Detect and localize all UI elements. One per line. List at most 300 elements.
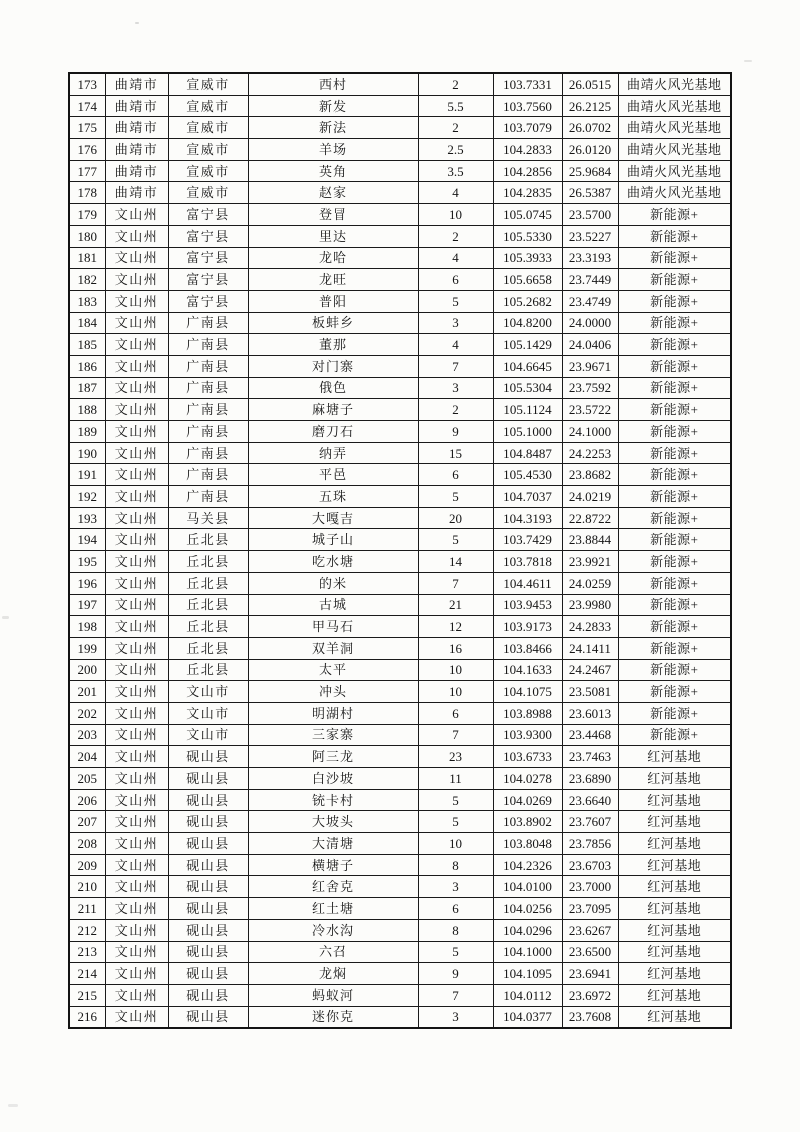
cell-county: 富宁县 [168, 225, 248, 247]
cell-county: 广南县 [168, 355, 248, 377]
cell-prefecture: 文山州 [105, 551, 168, 573]
cell-no: 202 [69, 702, 105, 724]
cell-longitude: 103.7079 [493, 117, 562, 139]
cell-no: 214 [69, 963, 105, 985]
cell-site: 西村 [248, 73, 418, 95]
cell-capacity: 5 [418, 529, 493, 551]
table-row [69, 746, 731, 768]
cell-longitude: 104.1000 [493, 941, 562, 963]
cell-capacity: 6 [418, 898, 493, 920]
cell-site: 对门寨 [248, 355, 418, 377]
cell-latitude: 23.3193 [562, 247, 618, 269]
cell-capacity: 21 [418, 594, 493, 616]
cell-no: 208 [69, 833, 105, 855]
cell-latitude: 23.6972 [562, 984, 618, 1006]
table-row [69, 247, 731, 269]
cell-site: 普阳 [248, 290, 418, 312]
cell-no: 184 [69, 312, 105, 334]
cell-latitude: 24.0406 [562, 334, 618, 356]
cell-base: 曲靖火风光基地 [618, 139, 731, 161]
table-row [69, 789, 731, 811]
cell-no: 185 [69, 334, 105, 356]
cell-site: 大清塘 [248, 833, 418, 855]
table-row [69, 898, 731, 920]
cell-county: 富宁县 [168, 247, 248, 269]
cell-capacity: 7 [418, 724, 493, 746]
cell-prefecture: 文山州 [105, 898, 168, 920]
cell-base: 曲靖火风光基地 [618, 73, 731, 95]
cell-latitude: 23.7463 [562, 746, 618, 768]
cell-base: 新能源+ [618, 724, 731, 746]
cell-longitude: 105.5304 [493, 377, 562, 399]
table-row [69, 637, 731, 659]
cell-site: 横塘子 [248, 854, 418, 876]
cell-capacity: 2.5 [418, 139, 493, 161]
cell-longitude: 105.5330 [493, 225, 562, 247]
cell-capacity: 5.5 [418, 95, 493, 117]
cell-site: 城子山 [248, 529, 418, 551]
cell-no: 203 [69, 724, 105, 746]
cell-site: 板蚌乡 [248, 312, 418, 334]
cell-county: 砚山县 [168, 768, 248, 790]
cell-county: 文山市 [168, 702, 248, 724]
cell-latitude: 24.2253 [562, 442, 618, 464]
cell-site: 麻塘子 [248, 399, 418, 421]
cell-prefecture: 文山州 [105, 876, 168, 898]
table-row [69, 507, 731, 529]
cell-latitude: 23.4749 [562, 290, 618, 312]
cell-prefecture: 文山州 [105, 768, 168, 790]
cell-capacity: 12 [418, 616, 493, 638]
cell-base: 新能源+ [618, 442, 731, 464]
cell-site: 双羊洞 [248, 637, 418, 659]
cell-no: 190 [69, 442, 105, 464]
cell-base: 红河基地 [618, 768, 731, 790]
cell-longitude: 105.3933 [493, 247, 562, 269]
cell-longitude: 103.8048 [493, 833, 562, 855]
cell-longitude: 104.0296 [493, 919, 562, 941]
cell-base: 曲靖火风光基地 [618, 117, 731, 139]
cell-site: 铳卡村 [248, 789, 418, 811]
cell-base: 新能源+ [618, 572, 731, 594]
cell-prefecture: 文山州 [105, 702, 168, 724]
cell-prefecture: 曲靖市 [105, 139, 168, 161]
cell-latitude: 24.0259 [562, 572, 618, 594]
cell-site: 太平 [248, 659, 418, 681]
cell-base: 红河基地 [618, 919, 731, 941]
cell-county: 广南县 [168, 464, 248, 486]
cell-capacity: 5 [418, 290, 493, 312]
cell-capacity: 4 [418, 182, 493, 204]
cell-latitude: 23.5700 [562, 204, 618, 226]
cell-site: 甲马石 [248, 616, 418, 638]
table-row [69, 355, 731, 377]
cell-base: 新能源+ [618, 594, 731, 616]
scan-artifact [8, 1104, 18, 1107]
cell-latitude: 23.9921 [562, 551, 618, 573]
table-row [69, 768, 731, 790]
cell-capacity: 20 [418, 507, 493, 529]
cell-longitude: 103.8466 [493, 637, 562, 659]
table-row [69, 551, 731, 573]
cell-site: 三家寨 [248, 724, 418, 746]
cell-base: 新能源+ [618, 377, 731, 399]
cell-county: 富宁县 [168, 269, 248, 291]
cell-latitude: 24.2467 [562, 659, 618, 681]
cell-capacity: 4 [418, 247, 493, 269]
cell-base: 新能源+ [618, 637, 731, 659]
cell-site: 白沙坡 [248, 768, 418, 790]
cell-longitude: 104.2833 [493, 139, 562, 161]
cell-site: 纳弄 [248, 442, 418, 464]
table-row [69, 139, 731, 161]
cell-capacity: 10 [418, 681, 493, 703]
cell-longitude: 103.8988 [493, 702, 562, 724]
cell-capacity: 16 [418, 637, 493, 659]
site-table-body [69, 73, 731, 1028]
cell-latitude: 24.0219 [562, 486, 618, 508]
cell-longitude: 104.1095 [493, 963, 562, 985]
cell-latitude: 22.8722 [562, 507, 618, 529]
cell-base: 红河基地 [618, 1006, 731, 1028]
cell-county: 砚山县 [168, 833, 248, 855]
cell-latitude: 23.7608 [562, 1006, 618, 1028]
cell-capacity: 23 [418, 746, 493, 768]
cell-longitude: 104.2326 [493, 854, 562, 876]
cell-county: 砚山县 [168, 1006, 248, 1028]
cell-longitude: 104.8200 [493, 312, 562, 334]
table-row [69, 269, 731, 291]
table-row [69, 681, 731, 703]
cell-prefecture: 文山州 [105, 637, 168, 659]
scan-artifact [135, 22, 139, 24]
cell-no: 181 [69, 247, 105, 269]
cell-longitude: 103.7331 [493, 73, 562, 95]
cell-longitude: 104.0377 [493, 1006, 562, 1028]
scan-artifact [744, 60, 752, 62]
cell-capacity: 15 [418, 442, 493, 464]
cell-no: 178 [69, 182, 105, 204]
cell-latitude: 23.7095 [562, 898, 618, 920]
cell-site: 平邑 [248, 464, 418, 486]
cell-latitude: 23.6013 [562, 702, 618, 724]
table-row [69, 182, 731, 204]
cell-county: 宣威市 [168, 95, 248, 117]
cell-prefecture: 文山州 [105, 919, 168, 941]
cell-county: 砚山县 [168, 963, 248, 985]
cell-county: 丘北县 [168, 637, 248, 659]
cell-site: 大坡头 [248, 811, 418, 833]
cell-no: 199 [69, 637, 105, 659]
cell-longitude: 104.0256 [493, 898, 562, 920]
cell-site: 磨刀石 [248, 421, 418, 443]
cell-longitude: 104.2835 [493, 182, 562, 204]
cell-no: 211 [69, 898, 105, 920]
cell-longitude: 103.7818 [493, 551, 562, 573]
cell-no: 186 [69, 355, 105, 377]
cell-county: 富宁县 [168, 204, 248, 226]
cell-latitude: 23.7449 [562, 269, 618, 291]
cell-no: 189 [69, 421, 105, 443]
cell-capacity: 10 [418, 833, 493, 855]
cell-prefecture: 文山州 [105, 355, 168, 377]
cell-prefecture: 文山州 [105, 1006, 168, 1028]
scan-artifact [2, 616, 9, 619]
cell-no: 195 [69, 551, 105, 573]
cell-capacity: 2 [418, 73, 493, 95]
table-row [69, 724, 731, 746]
cell-site: 迷你克 [248, 1006, 418, 1028]
cell-county: 丘北县 [168, 529, 248, 551]
cell-no: 212 [69, 919, 105, 941]
cell-longitude: 104.7037 [493, 486, 562, 508]
cell-base: 新能源+ [618, 702, 731, 724]
cell-capacity: 2 [418, 225, 493, 247]
cell-longitude: 104.4611 [493, 572, 562, 594]
table-row [69, 486, 731, 508]
cell-no: 182 [69, 269, 105, 291]
cell-base: 红河基地 [618, 876, 731, 898]
cell-no: 206 [69, 789, 105, 811]
cell-longitude: 104.1633 [493, 659, 562, 681]
cell-longitude: 105.6658 [493, 269, 562, 291]
cell-latitude: 25.9684 [562, 160, 618, 182]
table-row [69, 1006, 731, 1028]
cell-prefecture: 文山州 [105, 789, 168, 811]
cell-base: 新能源+ [618, 355, 731, 377]
cell-site: 里达 [248, 225, 418, 247]
table-row [69, 334, 731, 356]
cell-latitude: 23.6941 [562, 963, 618, 985]
cell-no: 197 [69, 594, 105, 616]
cell-base: 新能源+ [618, 464, 731, 486]
cell-prefecture: 文山州 [105, 941, 168, 963]
cell-site: 龙焖 [248, 963, 418, 985]
cell-county: 文山市 [168, 681, 248, 703]
cell-no: 201 [69, 681, 105, 703]
table-row [69, 529, 731, 551]
cell-capacity: 5 [418, 789, 493, 811]
cell-latitude: 24.0000 [562, 312, 618, 334]
table-row [69, 73, 731, 95]
cell-latitude: 23.5081 [562, 681, 618, 703]
cell-capacity: 10 [418, 204, 493, 226]
table-row [69, 659, 731, 681]
cell-site: 英角 [248, 160, 418, 182]
cell-capacity: 8 [418, 854, 493, 876]
cell-capacity: 3 [418, 876, 493, 898]
cell-latitude: 24.1000 [562, 421, 618, 443]
cell-base: 红河基地 [618, 811, 731, 833]
cell-county: 宣威市 [168, 73, 248, 95]
cell-base: 红河基地 [618, 854, 731, 876]
cell-no: 207 [69, 811, 105, 833]
cell-prefecture: 文山州 [105, 681, 168, 703]
cell-capacity: 3 [418, 377, 493, 399]
cell-capacity: 10 [418, 659, 493, 681]
table-row [69, 312, 731, 334]
site-table [68, 72, 732, 1029]
cell-county: 广南县 [168, 312, 248, 334]
cell-base: 新能源+ [618, 247, 731, 269]
cell-latitude: 26.0702 [562, 117, 618, 139]
cell-base: 红河基地 [618, 941, 731, 963]
cell-base: 曲靖火风光基地 [618, 160, 731, 182]
cell-latitude: 23.4468 [562, 724, 618, 746]
cell-prefecture: 文山州 [105, 442, 168, 464]
cell-capacity: 6 [418, 269, 493, 291]
cell-prefecture: 曲靖市 [105, 160, 168, 182]
cell-prefecture: 文山州 [105, 225, 168, 247]
cell-prefecture: 文山州 [105, 204, 168, 226]
cell-capacity: 7 [418, 572, 493, 594]
cell-capacity: 11 [418, 768, 493, 790]
cell-base: 新能源+ [618, 551, 731, 573]
cell-longitude: 104.1075 [493, 681, 562, 703]
cell-county: 丘北县 [168, 659, 248, 681]
cell-capacity: 2 [418, 399, 493, 421]
cell-no: 191 [69, 464, 105, 486]
cell-prefecture: 文山州 [105, 529, 168, 551]
cell-base: 新能源+ [618, 225, 731, 247]
cell-capacity: 9 [418, 963, 493, 985]
cell-capacity: 6 [418, 464, 493, 486]
cell-latitude: 23.7856 [562, 833, 618, 855]
cell-no: 205 [69, 768, 105, 790]
cell-county: 砚山县 [168, 941, 248, 963]
cell-latitude: 26.2125 [562, 95, 618, 117]
cell-site: 的米 [248, 572, 418, 594]
cell-longitude: 104.0100 [493, 876, 562, 898]
cell-longitude: 104.0278 [493, 768, 562, 790]
table-row [69, 876, 731, 898]
cell-prefecture: 文山州 [105, 854, 168, 876]
cell-capacity: 5 [418, 811, 493, 833]
cell-base: 新能源+ [618, 399, 731, 421]
cell-base: 红河基地 [618, 898, 731, 920]
cell-latitude: 23.6890 [562, 768, 618, 790]
cell-base: 红河基地 [618, 984, 731, 1006]
cell-site: 龙旺 [248, 269, 418, 291]
cell-no: 196 [69, 572, 105, 594]
cell-capacity: 5 [418, 486, 493, 508]
cell-base: 新能源+ [618, 312, 731, 334]
cell-no: 192 [69, 486, 105, 508]
cell-county: 宣威市 [168, 160, 248, 182]
cell-no: 188 [69, 399, 105, 421]
cell-site: 吃水塘 [248, 551, 418, 573]
cell-capacity: 4 [418, 334, 493, 356]
table-row [69, 919, 731, 941]
cell-no: 213 [69, 941, 105, 963]
table-row [69, 421, 731, 443]
cell-base: 新能源+ [618, 681, 731, 703]
cell-longitude: 103.9453 [493, 594, 562, 616]
cell-no: 198 [69, 616, 105, 638]
cell-prefecture: 文山州 [105, 572, 168, 594]
cell-prefecture: 文山州 [105, 334, 168, 356]
cell-no: 193 [69, 507, 105, 529]
table-row [69, 464, 731, 486]
table-row [69, 854, 731, 876]
cell-site: 冲头 [248, 681, 418, 703]
table-row [69, 290, 731, 312]
table-row [69, 95, 731, 117]
cell-capacity: 7 [418, 984, 493, 1006]
cell-capacity: 8 [418, 919, 493, 941]
cell-no: 215 [69, 984, 105, 1006]
cell-no: 204 [69, 746, 105, 768]
table-row [69, 616, 731, 638]
table-row [69, 594, 731, 616]
cell-capacity: 5 [418, 941, 493, 963]
cell-no: 174 [69, 95, 105, 117]
cell-county: 广南县 [168, 421, 248, 443]
cell-site: 冷水沟 [248, 919, 418, 941]
cell-latitude: 26.0515 [562, 73, 618, 95]
table-row [69, 572, 731, 594]
cell-prefecture: 文山州 [105, 399, 168, 421]
cell-longitude: 104.8487 [493, 442, 562, 464]
cell-county: 广南县 [168, 399, 248, 421]
table-row [69, 941, 731, 963]
cell-longitude: 104.3193 [493, 507, 562, 529]
cell-longitude: 103.7429 [493, 529, 562, 551]
cell-latitude: 23.5227 [562, 225, 618, 247]
cell-capacity: 3.5 [418, 160, 493, 182]
cell-county: 宣威市 [168, 182, 248, 204]
cell-no: 176 [69, 139, 105, 161]
cell-longitude: 103.9300 [493, 724, 562, 746]
table-row [69, 984, 731, 1006]
cell-county: 文山市 [168, 724, 248, 746]
cell-longitude: 105.4530 [493, 464, 562, 486]
cell-base: 新能源+ [618, 507, 731, 529]
cell-longitude: 104.6645 [493, 355, 562, 377]
cell-site: 六召 [248, 941, 418, 963]
cell-capacity: 14 [418, 551, 493, 573]
cell-latitude: 23.8844 [562, 529, 618, 551]
cell-capacity: 9 [418, 421, 493, 443]
cell-county: 砚山县 [168, 876, 248, 898]
cell-prefecture: 曲靖市 [105, 73, 168, 95]
cell-prefecture: 文山州 [105, 616, 168, 638]
cell-longitude: 103.9173 [493, 616, 562, 638]
cell-county: 广南县 [168, 377, 248, 399]
cell-base: 新能源+ [618, 290, 731, 312]
cell-prefecture: 文山州 [105, 811, 168, 833]
cell-longitude: 103.7560 [493, 95, 562, 117]
cell-prefecture: 文山州 [105, 746, 168, 768]
cell-county: 富宁县 [168, 290, 248, 312]
cell-county: 丘北县 [168, 616, 248, 638]
cell-latitude: 23.6640 [562, 789, 618, 811]
table-row [69, 963, 731, 985]
cell-no: 173 [69, 73, 105, 95]
cell-site: 大嘎吉 [248, 507, 418, 529]
cell-latitude: 23.9671 [562, 355, 618, 377]
cell-no: 187 [69, 377, 105, 399]
table-row [69, 442, 731, 464]
cell-longitude: 103.6733 [493, 746, 562, 768]
table-row [69, 833, 731, 855]
cell-base: 新能源+ [618, 269, 731, 291]
cell-latitude: 24.1411 [562, 637, 618, 659]
cell-no: 175 [69, 117, 105, 139]
cell-longitude: 105.2682 [493, 290, 562, 312]
cell-no: 177 [69, 160, 105, 182]
table-row [69, 117, 731, 139]
